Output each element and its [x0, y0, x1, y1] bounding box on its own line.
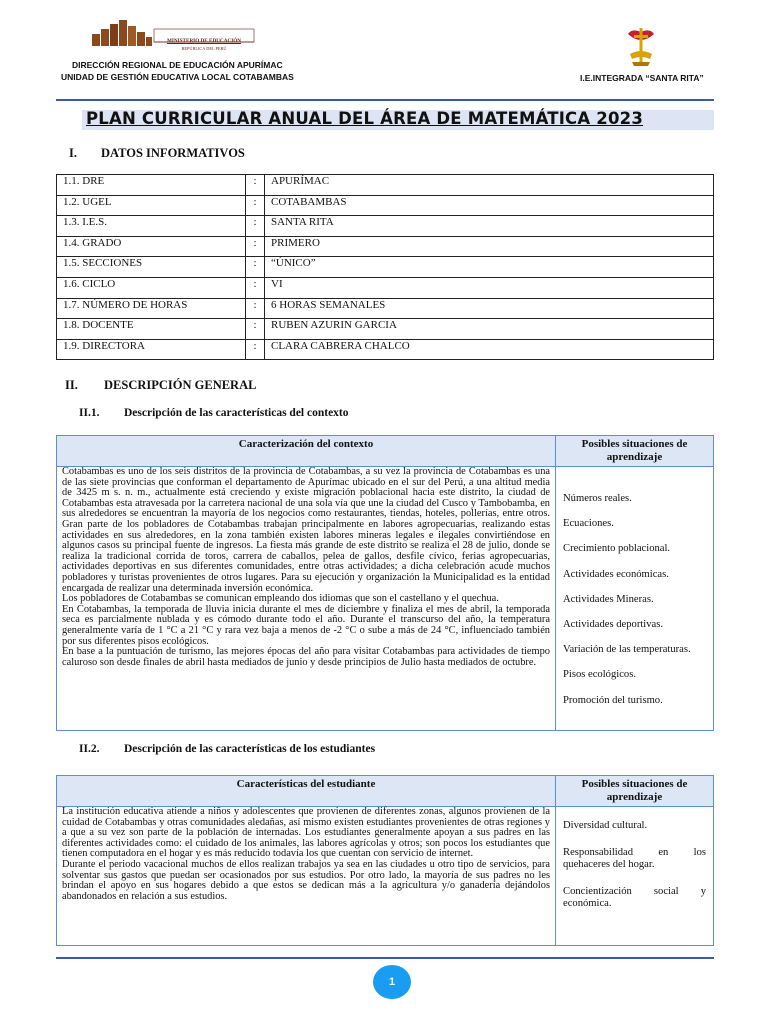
info-table	[56, 174, 714, 360]
subsection-2-heading: Descripción de las características de los estudiantes	[124, 743, 376, 755]
situation-item: Ecuaciones.	[563, 518, 614, 530]
logo-subtext: REPÚBLICA DEL PERÚ	[181, 46, 227, 51]
situation-item: Responsabilidad en los quehaceres del hogar.	[563, 847, 706, 870]
paragraph: La institución educativa atiende a niños y adolescentes que provienen de diferentes zonas, algunos provienen de la cuidad de Cotabambas y otras comunidades aledañas, así mismo existen estudiantes provenientes de otras regiones y a que a su vez son parte de la población de internadas. Los estudiantes generalmente apoyan a sus padres en las diferentes actividades como: el cuidado de los animales, las labores agrícolas y otros; son pocos los estudiantes que tienen computadora en el hogar y es más reducido todavía los que cuentan con servicio de internet.	[62, 806, 550, 860]
info-separator: :	[246, 175, 265, 196]
info-value: SANTA RITA	[265, 216, 714, 237]
context-col2-header: Posibles situaciones de aprendizaje	[556, 436, 714, 467]
info-label: 1.7. NÚMERO DE HORAS	[57, 298, 246, 319]
section-2-heading: DESCRIPCIÓN GENERAL	[104, 378, 257, 392]
info-row	[57, 216, 714, 237]
student-table	[56, 775, 714, 946]
info-value: APURÍMAC	[265, 175, 714, 196]
paragraph: En Cotabambas, la temporada de lluvia inicia durante el mes de diciembre y finaliza el mes de abril, la temporada seca es parcialmente nublada y es cómodo durante todo el año. Durante el transcurso del año, la temperatura generalmente varía de 1 °C a 21 °C y rara vez baja a menos de -2 °C o sube a más de 24 °C, influenciado también por sus diferentes pisos ecológicos.	[62, 603, 550, 647]
info-separator: :	[246, 216, 265, 237]
info-value: “ÚNICO”	[265, 257, 714, 278]
page-title: PLAN CURRICULAR ANUAL DEL ÁREA DE MATEMÁTICA 2023	[86, 109, 644, 128]
section-2-number: II.	[65, 378, 78, 392]
footer-rule	[56, 957, 714, 959]
info-separator: :	[246, 195, 265, 216]
header-rule	[56, 99, 714, 101]
situation-item: Concientización social y económica.	[563, 886, 706, 909]
info-value: RUBEN AZURIN GARCIA	[265, 319, 714, 340]
info-row	[57, 319, 714, 340]
info-row	[57, 257, 714, 278]
info-label: 1.9. DIRECTORA	[57, 339, 246, 360]
context-table	[56, 435, 714, 731]
paragraph: En base a la puntuación de turismo, las mejores épocas del año para visitar Cotabambas para actividades de tiempo caluroso son desde finales de abril hasta mediados de junio y desde principios de Julio hasta mediados de octubre.	[62, 646, 550, 668]
header-school-name: I.E.INTEGRADA “SANTA RITA”	[580, 73, 704, 83]
info-label: 1.5. SECCIONES	[57, 257, 246, 278]
info-label: 1.8. DOCENTE	[57, 319, 246, 340]
info-label: 1.2. UGEL	[57, 195, 246, 216]
situation-item: Promoción del turismo.	[563, 694, 663, 706]
info-separator: :	[246, 298, 265, 319]
info-separator: :	[246, 236, 265, 257]
paragraph: Los pobladores de Cotabambas se comunican empleando dos idiomas que son el castellano y el quechua.	[62, 593, 499, 605]
ministry-logo	[92, 20, 262, 56]
student-description	[57, 807, 556, 946]
subsection-1-heading: Descripción de las características del contexto	[124, 407, 349, 419]
situation-item: Variación de las temperaturas.	[563, 644, 691, 656]
paragraph: Durante el periodo vacacional muchos de ellos realizan trabajos ya sea en las ciudades u otro tipo de servicios, para solventar sus gastos que puedan ser ocasionados por sus estudios. Por otro lado, la mayoría de sus padres no les brindan el apoyo en sus hogares debido a que estos se dedican más a la agricultura y/o ganadería dejándolos abandonados en relación a sus estudios.	[62, 858, 550, 902]
info-row	[57, 298, 714, 319]
context-situations	[556, 467, 714, 731]
logo-text: MINISTERIO DE EDUCACIÓN	[166, 38, 242, 44]
student-col1-header: Características del estudiante	[57, 776, 556, 807]
situation-item: Actividades económicas.	[563, 568, 669, 580]
student-situations	[556, 807, 714, 946]
info-separator: :	[246, 339, 265, 360]
situation-item: Pisos ecológicos.	[563, 669, 636, 681]
section-1-number: I.	[69, 146, 77, 160]
info-row	[57, 277, 714, 298]
info-row	[57, 339, 714, 360]
info-label: 1.3. I.E.S.	[57, 216, 246, 237]
info-row	[57, 195, 714, 216]
situation-item: Diversidad cultural.	[563, 820, 648, 831]
header-region-line: DIRECCIÓN REGIONAL DE EDUCACIÓN APURÍMAC	[72, 60, 283, 70]
info-value: CLARA CABRERA CHALCO	[265, 339, 714, 360]
paragraph: Cotabambas es uno de los seis distritos de la provincia de Cotabambas, a su vez la provincia de Cotabambas es una de las siete provincias que conforman el departamento de Apurímac ubicado en el sur del Perú, a una altitud media de 3425 m s. n. m., actualmente está creciendo y existe migración poblacional hacia este distrito, la ciudad de Cotabambas esta atravesada por la carretera nacional de una sola vía que une la ciudad del Cusco y Tambobamba, en sus alrededores se encuentran la mayoría de los negocios como restaurantes, tiendas, hoteles, pollerías, entre otros. Gran parte de los pobladores de Cotabambas trabajan principalmente en labores agropecuarias, realizando estas actividades en sus alrededores, en la zona también existen labores mineras legales e ilegales convirtiéndose en algunos casos su principal fuente de ingresos. La fiesta más grande de este distrito se realiza el 28 de julio, donde se realiza la tradicional corrida de toros, carrera de caballos, pelea de gallos, desfile cívico, ferias agropecuarias, actividades deportivas en sus diferentes comunidades, entre otras actividades; a dicha celebración acude muchos pobladores y turistas provenientes de otros lugares. Para su ejecución y organización la Municipalidad es la entidad encargada de realizar una determinada inversión económica.	[62, 466, 550, 594]
info-row	[57, 236, 714, 257]
info-value: COTABAMBAS	[265, 195, 714, 216]
situation-item: Actividades Mineras.	[563, 593, 654, 605]
info-label: 1.6. CICLO	[57, 277, 246, 298]
header-ugel-line: UNIDAD DE GESTIÓN EDUCATIVA LOCAL COTABAMBAS	[61, 72, 294, 82]
school-crest-icon	[623, 26, 659, 68]
info-value: VI	[265, 277, 714, 298]
situation-item: Crecimiento poblacional.	[563, 543, 671, 555]
situation-item: Números reales.	[563, 493, 632, 504]
info-separator: :	[246, 319, 265, 340]
info-value: PRIMERO	[265, 236, 714, 257]
info-separator: :	[246, 277, 265, 298]
section-1-heading: DATOS INFORMATIVOS	[101, 146, 245, 160]
info-label: 1.1. DRE	[57, 175, 246, 196]
info-separator: :	[246, 257, 265, 278]
situation-item: Actividades deportivas.	[563, 618, 664, 630]
context-description	[57, 467, 556, 731]
page-number-badge: 1	[373, 965, 411, 999]
info-label: 1.4. GRADO	[57, 236, 246, 257]
subsection-2-number: II.2.	[79, 743, 100, 755]
student-col2-header: Posibles situaciones de aprendizaje	[556, 776, 714, 807]
subsection-1-number: II.1.	[79, 407, 100, 419]
info-row	[57, 175, 714, 196]
info-value: 6 HORAS SEMANALES	[265, 298, 714, 319]
context-col1-header: Caracterización del contexto	[57, 436, 556, 467]
